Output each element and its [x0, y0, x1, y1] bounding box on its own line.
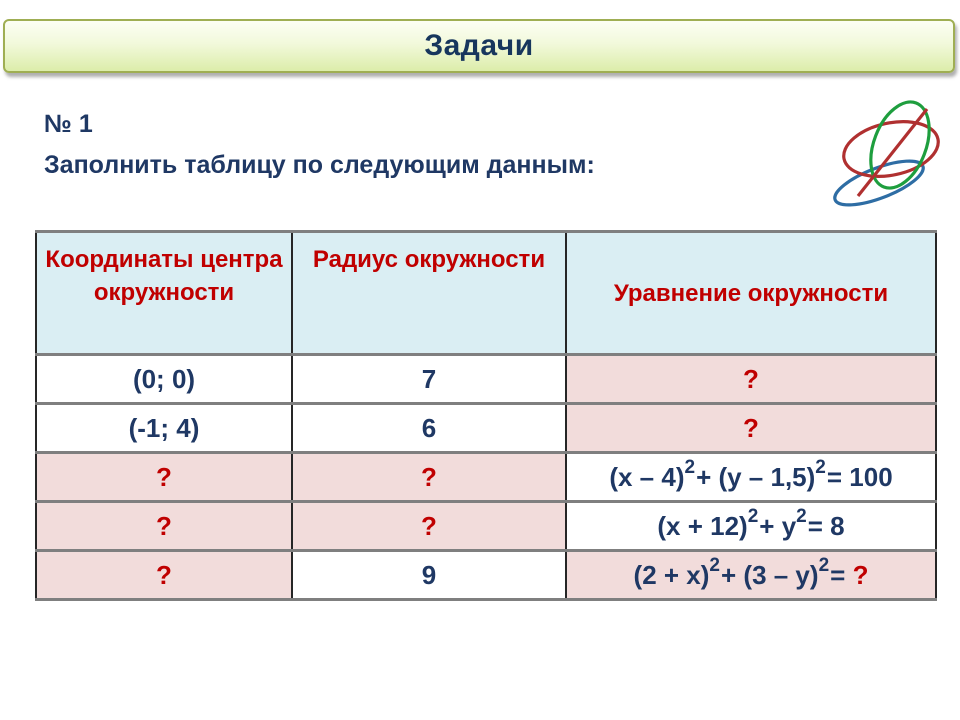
- cell-text: ?: [156, 510, 172, 541]
- cell-text: = 100: [826, 461, 893, 492]
- cell-text: (x + 12): [657, 510, 748, 541]
- superscript: 2: [709, 554, 720, 576]
- cell-text: (0; 0): [132, 363, 196, 394]
- table-cell: [292, 551, 566, 600]
- table-cell: [566, 355, 936, 404]
- cell-text: + (y – 1,5): [696, 461, 816, 492]
- superscript: 2: [684, 456, 696, 478]
- table-cell: [292, 453, 566, 502]
- table-cell: [36, 404, 292, 453]
- superscript: 2: [796, 505, 807, 527]
- cell-text: = 8: [807, 510, 845, 541]
- cell-text: ?: [852, 559, 869, 590]
- cell-text: ?: [743, 363, 759, 394]
- cell-text: (2 + x): [633, 559, 710, 590]
- table-row: [36, 502, 936, 551]
- cell-text: ?: [421, 510, 437, 541]
- cell-text: 7: [421, 363, 437, 394]
- table-header-row: [36, 232, 936, 355]
- cell-text: + y: [759, 510, 797, 541]
- column-header-equation: Уравнение окружности: [566, 232, 936, 355]
- page-title: Задачи: [424, 29, 534, 62]
- table-cell: [566, 502, 936, 551]
- cell-text: + (3 – y): [721, 559, 819, 590]
- table-cell: [566, 453, 936, 502]
- cell-text: ?: [421, 461, 437, 492]
- cell-text: ?: [743, 412, 759, 443]
- table-cell: [36, 551, 292, 600]
- problem-instruction: Заполнить таблицу по следующим данным:: [44, 151, 595, 179]
- column-header-radius: Радиус окружности: [292, 232, 566, 355]
- cell-text: ?: [156, 559, 172, 590]
- column-header-center-coordinates: Координаты центра окружности: [36, 232, 292, 355]
- cell-text: (-1; 4): [128, 412, 200, 443]
- superscript: 2: [818, 554, 830, 576]
- cell-text: ?: [156, 461, 172, 492]
- table-cell: [36, 355, 292, 404]
- cell-text: 6: [421, 412, 437, 443]
- slide-title-bar: [3, 19, 955, 73]
- table-row: [36, 453, 936, 502]
- superscript: 2: [815, 456, 826, 478]
- circle-data-table: [35, 230, 937, 601]
- cell-text: 9: [421, 559, 437, 590]
- table-body: [36, 355, 936, 600]
- table-cell: [292, 355, 566, 404]
- table-row: [36, 551, 936, 600]
- cell-text: =: [830, 559, 853, 590]
- cell-text: (x – 4): [609, 461, 685, 492]
- table-cell: [292, 502, 566, 551]
- table-row: [36, 355, 936, 404]
- table-cell: [292, 404, 566, 453]
- problem-statement: [44, 104, 804, 186]
- table-cell: [36, 453, 292, 502]
- table-cell: [566, 404, 936, 453]
- table-cell: [36, 502, 292, 551]
- superscript: 2: [747, 505, 759, 527]
- table-row: [36, 404, 936, 453]
- ellipses-logo-icon: [824, 92, 960, 222]
- problem-number: № 1: [44, 110, 93, 138]
- table-cell: [566, 551, 936, 600]
